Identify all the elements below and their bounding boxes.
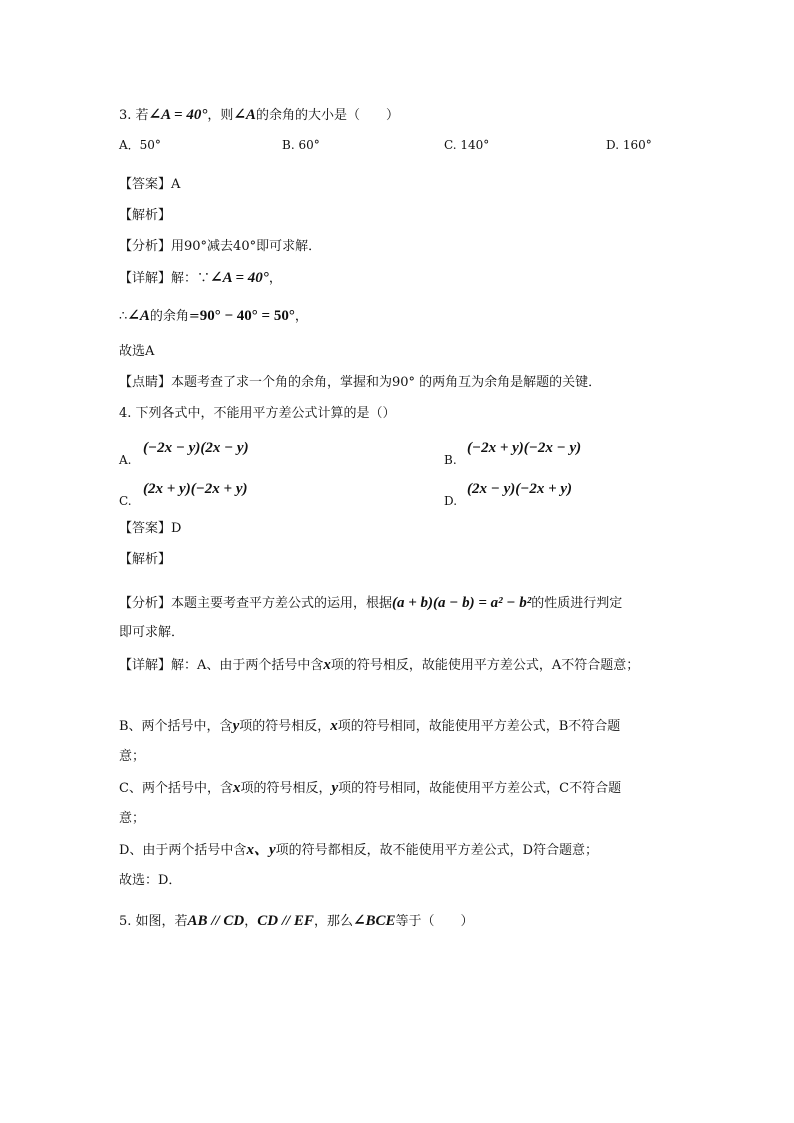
q4-stem: 4. 下列各式中，不能用平方差公式计算的是（）	[119, 406, 396, 421]
q5-stem: 5. 如图，若AB // CD，CD // EF，那么∠BCE等于（ ）	[119, 913, 474, 929]
q3-choose: 故选A	[119, 344, 155, 359]
q3-xiangjie: 【详解】解：∵∠A = 40°，	[119, 270, 282, 286]
q4-detail-b-line2: 意；	[119, 749, 146, 764]
q4-analysis-title: 【解析】	[119, 552, 172, 567]
q3-stem-math-angle: ∠A = 40°	[148, 107, 208, 123]
q3-option-d: D. 160°	[606, 138, 652, 152]
q4-answer: 【答案】D	[119, 521, 182, 536]
q4-detail-c: C、两个括号中，含x项的符号相反，y项的符号相同，故能使用平方差公式，C不符合题	[119, 780, 622, 796]
q4-option-d-expr: (2x − y)(−2x + y)	[467, 481, 573, 497]
q3-therefore-math1: ∠A	[127, 308, 150, 324]
q3-therefore: ∴∠A的余角=90° − 40° = 50°，	[119, 308, 308, 324]
q4-detail-c-line2: 意；	[119, 811, 146, 826]
q3-xiangjie-math: ∠A = 40°	[210, 270, 269, 286]
q3-option-a: A．50°	[119, 138, 161, 152]
q3-option-c: C. 140°	[444, 138, 490, 152]
q4-fenxi-line2: 即可求解．	[119, 625, 185, 640]
q4-option-a-expr: (−2x − y)(2x − y)	[143, 440, 249, 456]
q4-option-d-letter: D.	[444, 494, 458, 508]
q4-option-a-letter: A.	[119, 453, 132, 467]
q4-choose: 故选：D．	[119, 873, 182, 888]
q4-option-b-letter: B.	[444, 453, 457, 467]
q3-stem: 3. 若∠A = 40°，则∠A的余角的大小是（ ）	[119, 107, 399, 123]
q4-option-b-expr: (−2x + y)(−2x − y)	[467, 440, 582, 456]
q3-fenxi: 【分析】用90°减去40°即可求解．	[119, 239, 322, 254]
q3-therefore-math2: 90° − 40° = 50°	[199, 308, 295, 324]
q4-fenxi-formula: (a + b)(a − b) = a² − b²	[392, 595, 532, 611]
q4-option-c-expr: (2x + y)(−2x + y)	[143, 481, 248, 497]
q3-analysis-title: 【解析】	[119, 208, 172, 223]
q3-answer: 【答案】A	[119, 177, 181, 192]
q4-detail-d: D、由于两个括号中含x、y项的符号都相反，故不能使用平方差公式，D符合题意；	[119, 842, 599, 858]
q4-detail-a: 【详解】解：A、由于两个括号中含x项的符号相反，故能使用平方差公式，A不符合题意；	[119, 657, 640, 673]
q3-stem-math-angle2: ∠A	[233, 107, 256, 123]
q4-fenxi: 【分析】本题主要考查平方差公式的运用，根据(a + b)(a − b) = a² − b²的性质进行判定	[119, 595, 623, 611]
q4-option-c-letter: C.	[119, 494, 132, 508]
q3-option-b: B. 60°	[282, 138, 320, 152]
q3-dianjing: 【点睛】本题考查了求一个角的余角，掌握和为90° 的两角互为余角是解题的关键．	[119, 375, 602, 390]
q4-detail-b: B、两个括号中，含y项的符号相反，x项的符号相同，故能使用平方差公式，B不符合题	[119, 718, 621, 734]
